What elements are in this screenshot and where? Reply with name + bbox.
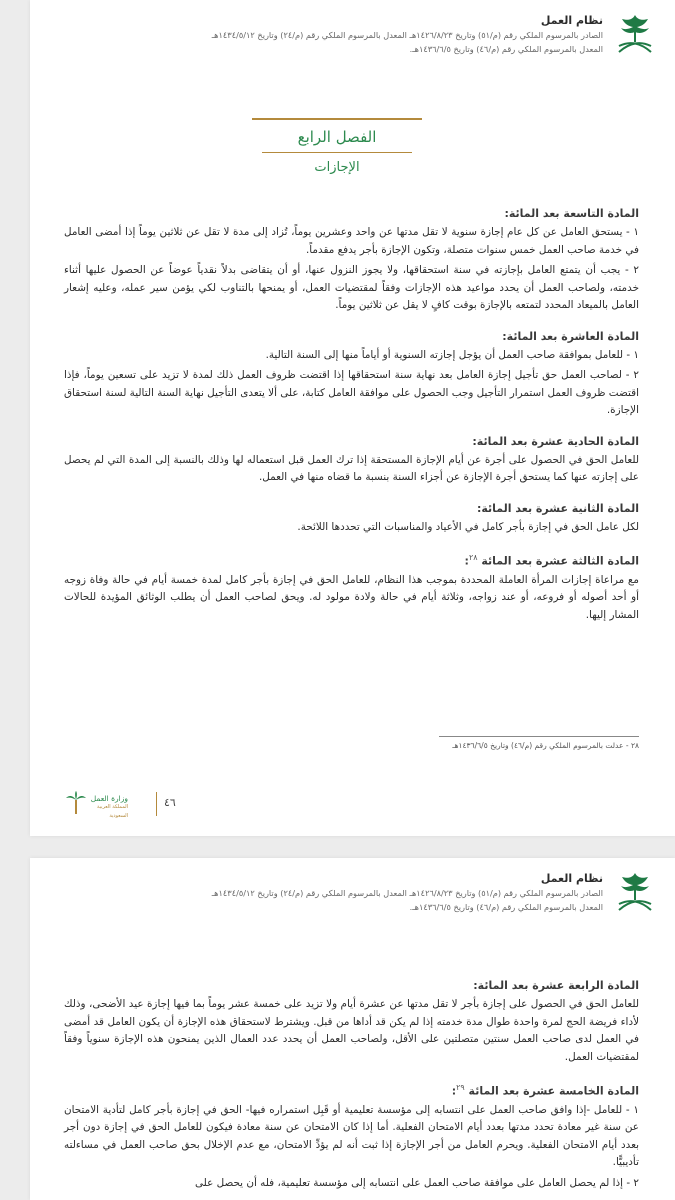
document-page-2 (30, 858, 675, 1200)
saudi-emblem-icon (615, 870, 655, 918)
article-title: المادة الرابعة عشرة بعد المائة: (473, 979, 639, 992)
article-title (64, 550, 639, 570)
article-title: المادة الثانية عشرة بعد المائة: (476, 501, 639, 515)
article-paragraph: ٢ - إذا لم يحصل العامل على موافقة صاحب العمل على انتسابه إلى مؤسسة تعليمية، فله أن يحصل على (194, 1176, 639, 1189)
article-paragraph: للعامل الحق في الحصول على أجرة عن أيام الإجازة المستحقة إذا ترك العمل قبل استعماله لها وذلك بالنسبة إلى المدة التي لم يحصل على إجازته عنها كما يستحق أجرة الإجازة عن أجزاء السنة بنسبة ما قضاه منها في العمل. (64, 453, 639, 483)
page-header (50, 10, 655, 70)
ministry-name-text: وزارة العمل (90, 794, 128, 803)
chapter-heading (252, 118, 422, 178)
ministry-subtitle: المملكة العربية السعودية (96, 804, 128, 819)
article-title-colon: : (451, 1084, 457, 1098)
article-paragraph: ٢ - يجب أن يتمتع العامل بإجازته في سنة استحقاقها، ولا يجوز النزول عنها، أو أن يتقاضى بدلاً نقدياً عوضاً عن الحصول عليها أثناء خدمته، ولصاحب العمل أن يحدد مواعيد هذه الإجازات وفقاً لمقتضيات العمل، أو يمنحها بالتناوب لكي يؤمن سير عمله، وعليه إشعار العامل بالميعاد المحدد لتمتعه بالإجازة بوقت كافٍ لا يقل عن ثلاثين يوماً. (64, 264, 639, 311)
saudi-emblem-icon (615, 12, 655, 60)
footnote-reference[interactable]: ٢٨ (468, 553, 478, 562)
article-title-colon: : (464, 554, 469, 568)
article-title-text: المادة الخامسة عشرة بعد المائة (468, 1084, 639, 1098)
page-2-body (64, 978, 639, 1200)
article-110 (64, 329, 639, 420)
decree-line-1: الصادر بالمرسوم الملكي رقم (م/٥١) وتاريخ ١٤٢٦/٨/٢٣هـ المعدل بالمرسوم الملكي رقم (م/٢٤) وتاريخ ١٤٣٤/٥/١٢هـ (211, 30, 603, 40)
footnote: ٢٨ - عدلت بالمرسوم الملكي رقم (م/٤٦) وتاريخ ١٤٣٦/٦/٥هـ (452, 741, 639, 750)
article-title: المادة التاسعة بعد المائة: (504, 207, 639, 220)
system-title: نظام العمل (540, 872, 603, 885)
decree-line-2: المعدل بالمرسوم الملكي رقم (م/٤٦) وتاريخ ١٤٣٦/٦/٥هـ. (409, 44, 603, 54)
footnote-reference[interactable]: ٢٩ (456, 1083, 465, 1092)
page-number: ٤٦ (164, 796, 176, 809)
article-title: المادة الحادية عشرة بعد المائة: (472, 434, 639, 448)
article-paragraph: ١ - للعامل بموافقة صاحب العمل أن يؤجل إجازته السنوية أو أياماً منها إلى السنة التالية. (265, 348, 639, 361)
page-header (50, 868, 655, 928)
footnote-divider (439, 736, 639, 737)
page-1-body (64, 206, 639, 638)
article-109 (64, 206, 639, 315)
article-title: المادة العاشرة بعد المائة: (502, 329, 639, 343)
page-footer (64, 790, 204, 820)
system-title: نظام العمل (540, 14, 603, 27)
chapter-title: الفصل الرابع (297, 128, 377, 146)
decree-line-2: المعدل بالمرسوم الملكي رقم (م/٤٦) وتاريخ ١٤٣٦/٦/٥هـ. (409, 902, 603, 912)
chapter-divider (262, 152, 412, 153)
article-paragraph: لكل عامل الحق في إجازة بأجر كامل في الأعياد والمناسبات التي تحددها اللائحة. (297, 520, 639, 533)
article-title (64, 1080, 639, 1100)
article-paragraph: ٢ - لصاحب العمل حق تأجيل إجازة العامل بعد نهاية سنة استحقاقها إذا اقتضت ظروف العمل ذلك لمدة لا تزيد على تسعين يوماً، فإذا اقتضت ظروف العمل استمرار التأجيل وجب الحصول على موافقة العامل كتابة، على ألا يتعدى التأجيل نهاية السنة التالية لسنة استحقاق الإجازة. (64, 369, 639, 416)
ministry-palm-icon (64, 790, 88, 816)
article-paragraph: للعامل الحق في الحصول على إجازة بأجر لا تقل مدتها عن عشرة أيام ولا تزيد على خمسة عشر يوماً بما فيها إجازة عيد الأضحى، وذلك لأداء فريضة الحج لمرة واحدة طوال مدة خدمته إذا لم يكن قد أداها من قبل. ويشترط لاستحقاق هذه الإجازة أن يكون العامل قد أمضى في العمل لدى صاحب العمل سنتين متصلتين على الأقل، ولصاحب العمل أن يحدد عدد العمال الذين يمنحون هذه الإجازة سنوياً وفقاً لمقتضيات العمل. (64, 998, 639, 1063)
ministry-name (90, 794, 128, 821)
article-paragraph: مع مراعاة إجازات المرأة العاملة المحددة بموجب هذا النظام، للعامل الحق في إجازة بأجر كامل لمدة خمسة أيام في حالة وفاة زوجه أو أحد أصوله أو فروعه، أو عند زواجه، وثلاثة أيام في حالة ولادة مولود له. ويحق لصاحب العمل أن يطلب الوثائق المؤيدة للحالات المشار إليها. (64, 573, 639, 621)
article-111 (64, 434, 639, 487)
article-114 (64, 978, 639, 1066)
article-115 (64, 1080, 639, 1192)
article-title-text: المادة الثالثة عشرة بعد المائة (481, 554, 639, 568)
article-paragraph: ١ - للعامل -إذا وافق صاحب العمل على انتسابه إلى مؤسسة تعليمية أو قَبِل استمراره فيها- الحق في إجازة بأجر كامل لتأدية الامتحان عن سنة غير معادة تحدد مدتها بعدد أيام الامتحان الفعلية. أما إذا كان الامتحان عن سنة معادة فيكون للعامل الحق في إجازة دون أجر بعدد أيام الامتحان الفعلية. ويحرم العامل من أجر الإجازة إذا ثبت أنه لم يؤدِّ الامتحان، مع عدم الإخلال بحق صاحب العمل في مساءلته تأديبيًّا. (64, 1103, 639, 1169)
article-112 (64, 501, 639, 537)
document-page-1 (30, 0, 675, 836)
article-paragraph: ١ - يستحق العامل عن كل عام إجازة سنوية لا تقل مدتها عن واحد وعشرين يوماً، تُزاد إلى مدة لا تقل عن ثلاثين يوماً إذا أمضى العامل في خدمة صاحب العمل خمس سنوات متصلة، وتكون الإجازة بأجر يدفع مقدماً. (64, 226, 639, 256)
decree-line-1: الصادر بالمرسوم الملكي رقم (م/٥١) وتاريخ ١٤٢٦/٨/٢٣هـ المعدل بالمرسوم الملكي رقم (م/٢٤) وتاريخ ١٤٣٤/٥/١٢هـ (211, 888, 603, 898)
article-113 (64, 550, 639, 624)
footer-separator (156, 792, 157, 816)
chapter-subtitle: الإجازات (314, 160, 360, 175)
